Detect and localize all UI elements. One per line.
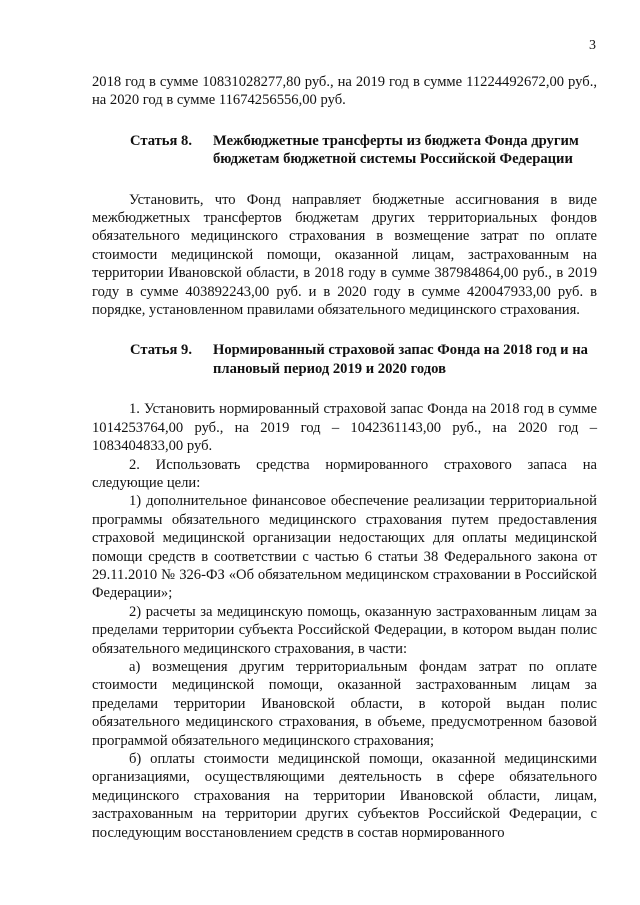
article-9-paragraph-2: 2. Использовать средства нормированного страхового запаса на следующие цели: [92, 456, 597, 491]
article-8-paragraph: Установить, что Фонд направляет бюджетные ассигнования в виде межбюджетных трансфертов бюджетам других территориальных фондов обязательного медицинского страхования в возмещение затрат по оплате стоимости медицинской помощи, оказанной лицам, застрахованным на территории Ивановской области, в 2018 году в сумме 387984864,00 руб., в 2019 году в сумме 403892243,00 руб. и в 2020 году в сумме 420047933,00 руб. в порядке, установленном правилами обязательного медицинского страхования. [92, 191, 597, 319]
article-9-heading [92, 341, 597, 378]
article-9-paragraph-5: а) возмещения другим территориальным фондам затрат по оплате стоимости медицинской помощи, оказанной застрахованным лицам за пределами территории Ивановской области, в которой выдан полис обязательного медицинского страхования, в объеме, предусмотренном базовой программой обязательного медицинского страхования; [92, 658, 597, 749]
article-8-heading [92, 132, 597, 169]
article-9-paragraph-6: б) оплаты стоимости медицинской помощи, оказанной медицинскими организациями, осуществляющими деятельность в сфере обязательного медицинского страхования на территории Ивановской области, лицам, застрахованным на территории других субъектов Российской Федерации, с последующим восстановлением средств в состав нормированного [92, 751, 597, 841]
document-body [92, 73, 597, 842]
article-9-paragraph-4: 2) расчеты за медицинскую помощь, оказанную застрахованным лицам за пределами территории субъекта Российской Федерации, в котором выдан полис обязательного медицинского страхования, в части: [92, 603, 597, 657]
article-8-title: Межбюджетные трансферты из бюджета Фонда другим бюджетам бюджетной системы Российской Федерации [213, 132, 579, 168]
intro-paragraph: 2018 год в сумме 10831028277,80 руб., на 2019 год в сумме 11224492672,00 руб., на 2020 год в сумме 11674256556,00 руб. [92, 74, 597, 109]
article-9-paragraph-1: 1. Установить нормированный страховой запас Фонда на 2018 год в сумме 1014253764,00 руб., на 2019 год – 1042361143,00 руб., на 2020 год – 1083404833,00 руб. [92, 401, 597, 455]
article-9-title: Нормированный страховой запас Фонда на 2018 год и на плановый период 2019 и 2020 годов [213, 342, 588, 377]
article-9-paragraph-3: 1) дополнительное финансовое обеспечение реализации территориальной программы обязательного медицинского страхования путем предоставления страховой медицинской организации недостающих для оплаты медицинской помощи средств в соответствии с частью 6 статьи 38 Федерального закона от 29.11.2010 № 326-ФЗ «Об обязательном медицинском страховании в Российской Федерации»; [92, 493, 597, 602]
article-8-number: Статья 8. [130, 132, 192, 149]
page-number: 3 [589, 38, 596, 53]
article-9-number: Статья 9. [130, 342, 192, 359]
